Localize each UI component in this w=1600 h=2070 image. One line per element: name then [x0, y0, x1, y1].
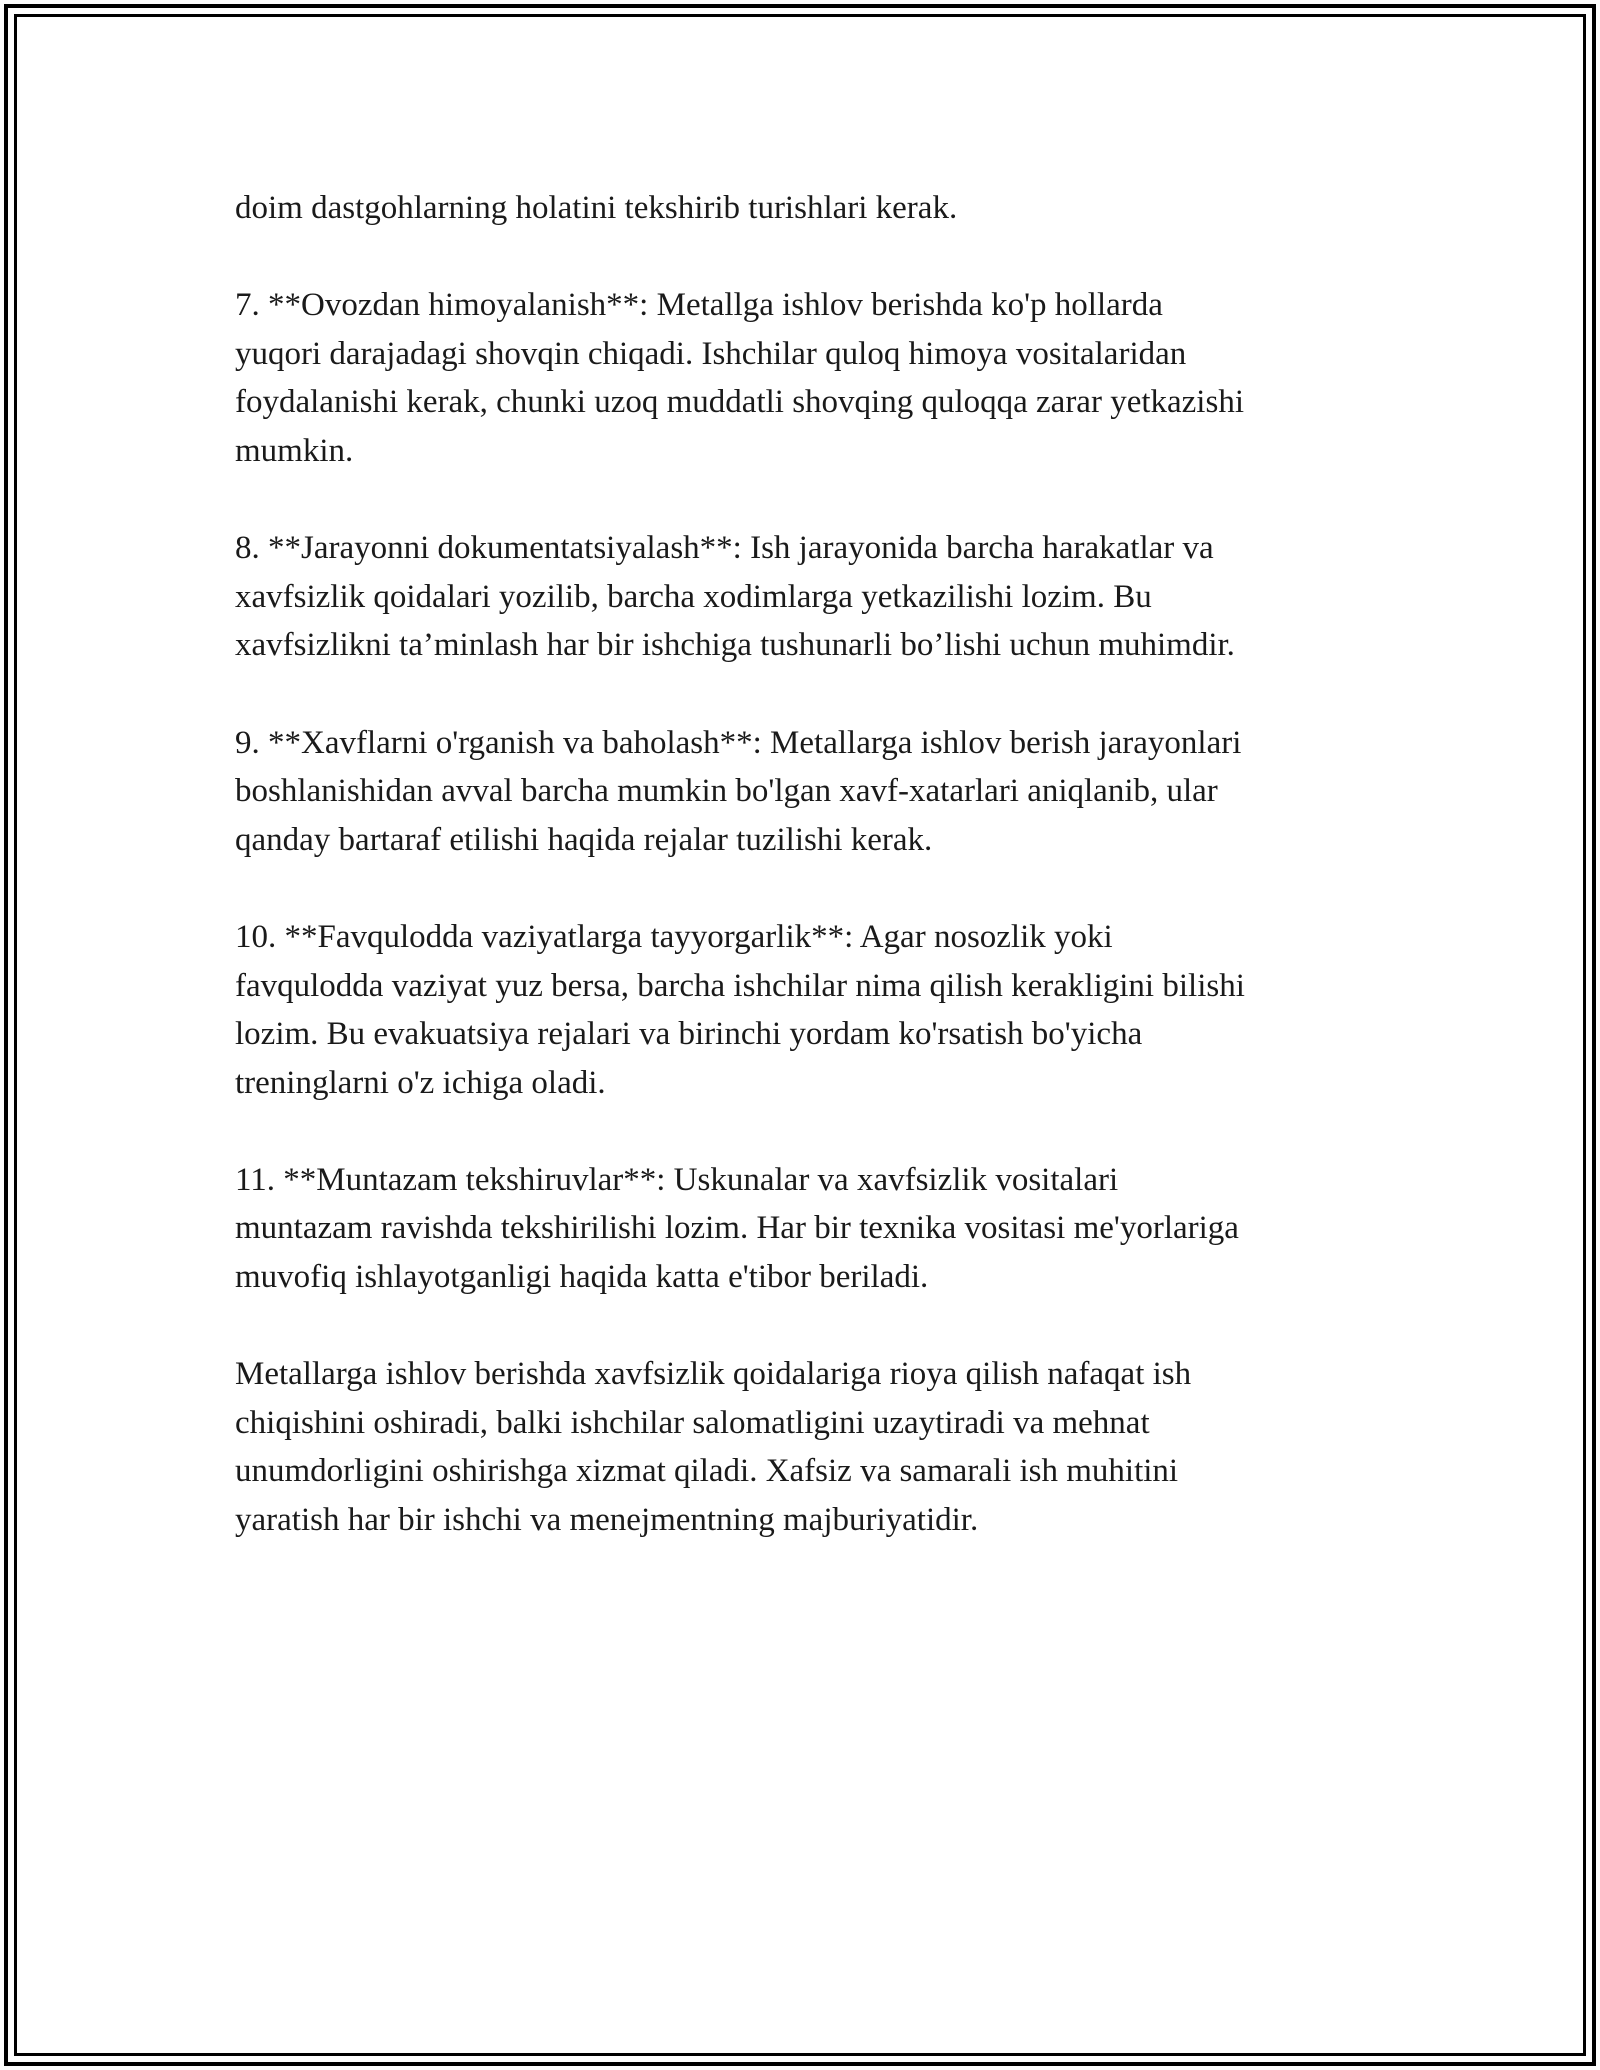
paragraph-continuation: doim dastgohlarning holatini tekshirib turishlari kerak. — [235, 190, 958, 226]
paragraph-conclusion: Metallarga ishlov berishda xavfsizlik qoidalariga rioya qilish nafaqat ish chiqishini oshiradi, balki ishchilar salomatligini uzaytiradi va mehnat unumdorligini oshirishga xizmat qiladi. Xafsiz va samarali ish muhitini yaratish har bir ishchi va menejmentning majburiyatidir. — [235, 1356, 1192, 1539]
paragraph-item-11: 11. **Muntazam tekshiruvlar**: Uskunalar va xavfsizlik vositalari muntazam ravishda tekshirilishi lozim. Har bir texnika vositasi me'yorlariga muvofiq ishlayotganligi haqida katta e'tibor beriladi. — [235, 1161, 1239, 1296]
paragraph-item-7: 7. **Ovozdan himoyalanish**: Metallga ishlov berishda ko'p hollarda yuqori darajadagi shovqin chiqadi. Ishchilar quloq himoya vositalaridan foydalanishi kerak, chunki uzoq muddatli shovqing quloqqa zarar yetkazishi mumkin. — [235, 287, 1244, 469]
paragraph-item-9: 9. **Xavflarni o'rganish va baholash**: Metallarga ishlov berish jarayonlari boshlanishidan avval barcha mumkin bo'lgan xavf-xatarlari aniqlanib, ular qanday bartaraf etilishi haqida rejalar tuzilishi kerak. — [235, 724, 1242, 858]
document-body — [235, 184, 1365, 1593]
paragraph-item-8: 8. **Jarayonni dokumentatsiyalash**: Ish jarayonida barcha harakatlar va xavfsizlik qoidalari yozilib, barcha xodimlarga yetkazilishi lozim. Bu xavfsizlikni ta’minlash har bir ishchiga tushunarli bo’lishi uchun muhimdir. — [235, 530, 1235, 664]
paragraph-item-10: 10. **Favqulodda vaziyatlarga tayyorgarlik**: Agar nosozlik yoki favqulodda vaziyat yuz bersa, barcha ishchilar nima qilish kerakligini bilishi lozim. Bu evakuatsiya rejalari va birinchi yordam ko'rsatish bo'yicha treninglarni o'z ichiga oladi. — [235, 918, 1245, 1101]
